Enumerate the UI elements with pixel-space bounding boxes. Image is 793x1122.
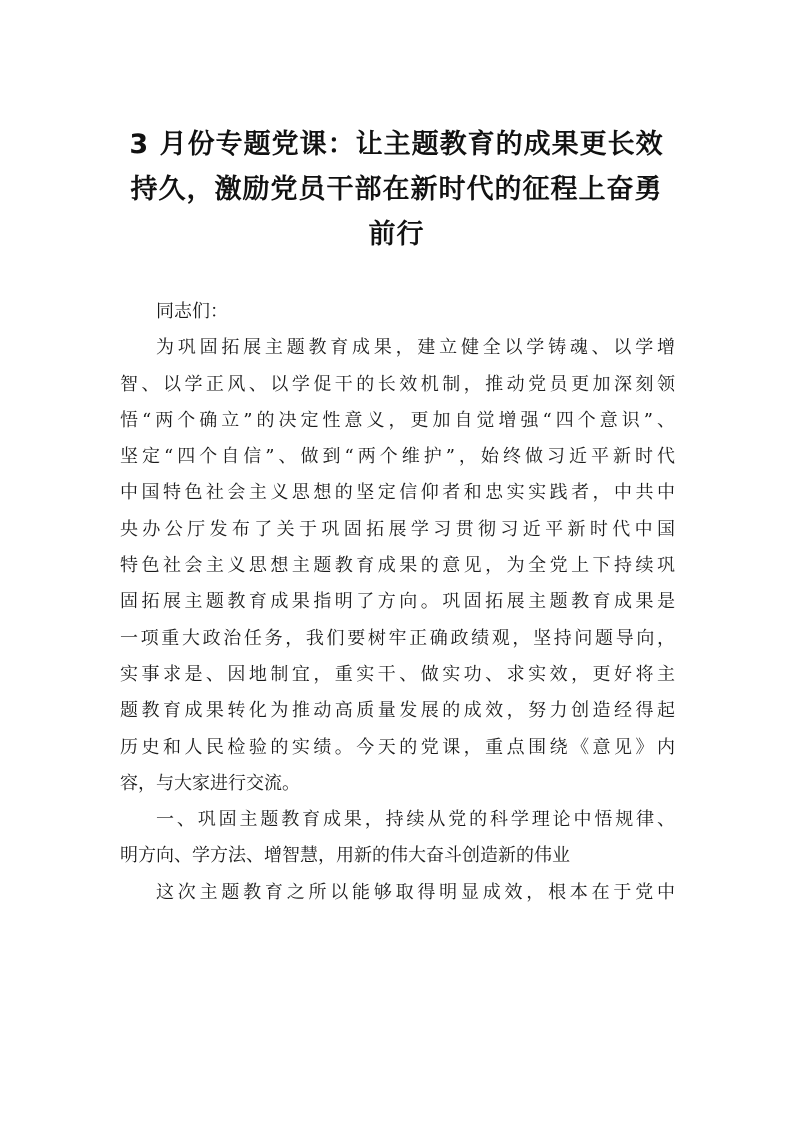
text-line: 题教育成果转化为推动高质量发展的成效，努力创造经得起	[120, 700, 675, 722]
text-line: 同志们：	[156, 301, 228, 322]
text-line: 为巩固拓展主题教育成果，建立健全以学铸魂、以学增	[156, 337, 675, 359]
text-line: 这次主题教育之所以能够取得明显成效，根本在于党中	[156, 881, 675, 903]
text-line: 智、以学正风、以学促干的长效机制，推动党员更加深刻领	[120, 373, 675, 395]
text-line: 一、巩固主题教育成果，持续从党的科学理论中悟规律、	[156, 809, 675, 831]
text-line: 悟“两个确立”的决定性意义，更加自觉增强“四个意识”、	[120, 409, 675, 431]
text-line: 央办公厅发布了关于巩固拓展学习贯彻习近平新时代中国	[120, 518, 675, 540]
body-paragraph	[120, 875, 675, 911]
document-body	[120, 294, 675, 911]
text-line: 历史和人民检验的实绩。今天的党课，重点围绕《意见》内	[120, 736, 675, 758]
title-line: 持久，激励党员干部在新时代的征程上奋勇	[130, 174, 663, 205]
document-title	[110, 122, 683, 257]
text-line: 中国特色社会主义思想的坚定信仰者和忠实实践者，中共中	[120, 482, 675, 504]
text-line: 明方向、学方法、增智慧，用新的伟大奋斗创造新的伟业	[120, 845, 570, 867]
title-line: 前行	[368, 219, 425, 250]
text-line: 坚定“四个自信”、做到“两个维护”，始终做习近平新时代	[120, 446, 675, 468]
text-line: 容，与大家进行交流。	[120, 772, 300, 794]
salutation	[120, 294, 675, 330]
text-line: 特色社会主义思想主题教育成果的意见，为全党上下持续巩	[120, 555, 675, 577]
title-line: 3 月份专题党课：让主题教育的成果更长效	[129, 129, 664, 160]
text-line: 固拓展主题教育成果指明了方向。巩固拓展主题教育成果是	[120, 591, 675, 613]
body-paragraph	[120, 330, 675, 802]
text-line: 实事求是、因地制宜，重实干、做实功、求实效，更好将主	[120, 663, 675, 685]
text-line: 一项重大政治任务，我们要树牢正确政绩观，坚持问题导向，	[120, 627, 675, 649]
section-heading	[120, 802, 675, 875]
